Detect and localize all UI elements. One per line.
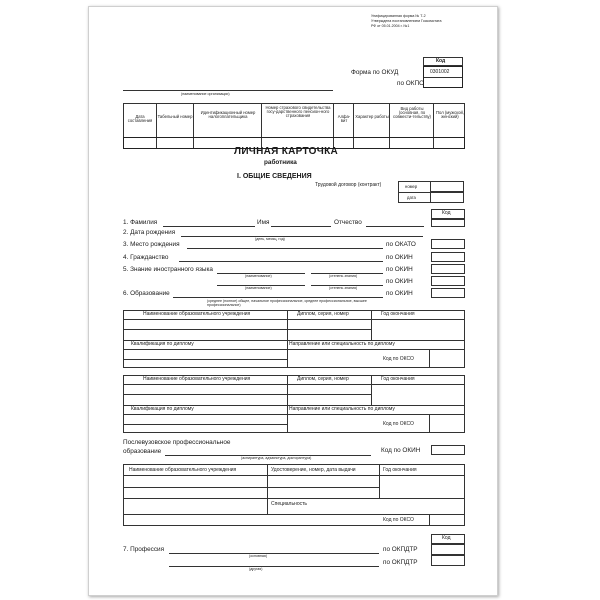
section-title: I. ОБЩИЕ СВЕДЕНИЯ [237,173,312,180]
edu1-okso-label: Код по ОКСО [383,356,414,362]
okud-code: 0301002 [430,69,450,75]
surname-input[interactable] [163,226,255,227]
postgrad-label-2: образование [123,448,162,455]
edu1-diploma-label: Диплом, серия, номер [297,311,349,317]
edu2-qualification-label: Квалификация по диплому [131,406,194,412]
foreign-lang-label: 5. Знание иностранного языка [123,266,213,273]
postgrad-caption: (аспирантура, адъюнктура, докторантура) [241,456,312,460]
edu1-direction-label: Направление или специальность по диплому [289,341,395,347]
profession-other-input[interactable] [169,566,379,567]
edu2-year-label: Год окончания [381,376,415,382]
col-date: Дата составления [127,114,153,124]
edu2-okso-label: Код по ОКСО [383,421,414,427]
okin-code-2[interactable] [431,264,465,274]
lang-caption: (наименование) [245,274,272,278]
postgrad-speciality-label: Специальность [271,501,307,507]
lang-caption-2: (наименование) [245,286,272,290]
name-input[interactable] [271,226,331,227]
okin-label: по ОКИН [386,254,413,261]
edu1-qualification-label: Квалификация по диплому [131,341,194,347]
birth-date-label: 2. Дата рождения [123,229,176,236]
citizenship-input[interactable] [179,261,383,262]
lang-level-caption: (степень знания) [329,274,358,278]
postgrad-year-label: Год окончания [383,467,417,473]
edu2-institution-label: Наименование образовательного учреждения [143,376,251,382]
citizenship-label: 4. Гражданство [123,254,169,261]
postgrad-institution-label: Наименование образовательного учреждения [129,467,237,473]
patronymic-label: Отчество [334,219,362,226]
okud-label: Форма по ОКУД [351,69,399,76]
okato-code[interactable] [431,239,465,249]
postgrad-okin-code[interactable] [431,445,465,455]
contract-label: Трудовой договор (контракт) [315,182,382,188]
okpdtr-label-2: по ОКПДТР [383,559,418,566]
lang-level-caption-2: (степень знания) [329,286,358,290]
code-header-label: Код [436,58,446,64]
birth-place-input[interactable] [187,248,383,249]
profession-code-2[interactable] [431,555,465,566]
profession-label: 7. Профессия [123,546,165,553]
okato-label: по ОКАТО [386,241,416,248]
profession-main-input[interactable] [169,553,379,554]
okin-code-1[interactable] [431,252,465,262]
profession-code-1[interactable] [431,544,465,555]
patronymic-input[interactable] [366,226,424,227]
postgrad-label-1: Послевузовское профессиональное [123,439,231,446]
card-subtitle: работника [264,159,297,166]
edu1-year-label: Год окончания [381,311,415,317]
birth-place-label: 3. Место рождения [123,241,180,248]
col-alphabet: Алфа-вит [337,114,351,124]
contract-number-label: номер [405,184,418,189]
education-caption: (среднее (полное) общее, начальное профессиональное, среднее профессиональное, высшее профессиональное) [207,299,367,308]
fields-code-label: Код [442,210,451,216]
col-work-type: Характер работы [355,114,389,119]
form-note-2: Утверждена постановлением Госкомстата [371,19,442,23]
okin-code-3[interactable] [431,276,465,286]
birth-date-caption: (день, месяц, год) [255,237,285,241]
contract-date-value[interactable] [430,192,464,203]
col-gender: Пол (мужской, женский) [436,110,464,120]
code-divider [424,77,462,78]
postgrad-okin-label: Код по ОКИН [381,447,421,454]
okin-label-2: по ОКИН [386,266,413,273]
form-note-3: РФ от 05.01.2004 г. №1 [371,24,410,28]
postgrad-certificate-label: Удостоверение, номер, дата выдачи [271,467,356,473]
birth-date-input[interactable] [181,236,423,237]
okpo-label: по ОКПО [397,80,425,87]
col-pension: Номер страхового свидетельства госу-дарственного пенсион-ного страхования [265,105,331,119]
education-label: 6. Образование [123,290,170,297]
edu2-diploma-label: Диплом, серия, номер [297,376,349,382]
profession-code-label: Код [442,535,451,541]
profession-other-caption: (другая) [249,567,263,571]
edu1-institution-label: Наименование образовательного учреждения [143,311,251,317]
contract-date-label: дата [407,195,416,200]
okin-code-4[interactable] [431,288,465,298]
col-inn: Идентификационный номер налогоплательщика [200,110,256,120]
col-work-kind: Вид работы (основная, по совмести-тельству) [393,106,431,120]
form-sheet [88,6,498,596]
okin-label-4: по ОКИН [386,290,413,297]
edu2-direction-label: Направление или специальность по диплому [289,406,395,412]
postgrad-okso-label: Код по ОКСО [383,517,414,523]
education-input[interactable] [173,297,383,298]
col-tab-number: Табельный номер [157,114,193,119]
org-name-line[interactable] [123,90,333,91]
org-caption: (наименование организации) [181,92,230,96]
profession-main-caption: (основная) [249,554,268,558]
surname-label: 1. Фамилия [123,219,158,226]
contract-number-value[interactable] [430,181,464,192]
name-label: Имя [257,219,270,226]
card-title: ЛИЧНАЯ КАРТОЧКА [234,146,338,157]
okpdtr-label-1: по ОКПДТР [383,546,418,553]
form-note-1: Унифицированная форма № Т-2 [371,14,426,18]
okin-label-3: по ОКИН [386,278,413,285]
